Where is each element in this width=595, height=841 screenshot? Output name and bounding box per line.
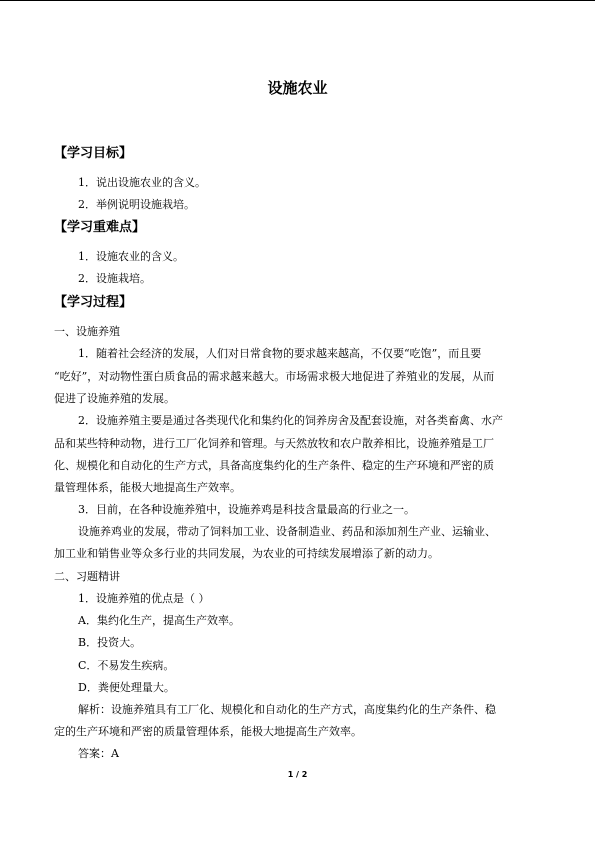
key-point-item: 1．设施农业的含义。 (78, 250, 184, 263)
key-point-item: 2．设施栽培。 (78, 272, 151, 285)
answer-option: B．投资大。 (78, 636, 142, 649)
answer-option: A．集约化生产，提高生产效率。 (78, 614, 240, 627)
answer-option: D．粪便处理量大。 (78, 681, 175, 694)
analysis-text: 定的生产环境和严密的质量管理体系，能极大地提高生产效率。 (54, 725, 362, 738)
section-heading-process: 【学习过程】 (54, 295, 133, 310)
goal-item: 2．举例说明设施栽培。 (78, 198, 195, 211)
subheading-facility-breeding: 一、设施养殖 (54, 325, 120, 338)
question-text: 1．设施养殖的优点是（ ） (78, 592, 210, 605)
page-number: 1 / 2 (287, 770, 308, 779)
subheading-exercises: 二、习题精讲 (54, 570, 120, 583)
answer-text: 答案：A (78, 747, 119, 760)
paragraph-line: 化、规模化和自动化的生产方式，具备高度集约化的生产条件、稳定的生产环境和严密的质 (54, 459, 494, 472)
paragraph-line: 2．设施养殖主要是通过各类现代化和集约化的饲养房舍及配套设施，对各类畜禽、水产 (78, 414, 503, 427)
header-rule (0, 0, 595, 1)
paragraph-line: 3．目前，在各种设施养殖中，设施养鸡是科技含量最高的行业之一。 (78, 503, 415, 516)
page-title: 设施农业 (267, 79, 328, 97)
goal-item: 1．说出设施农业的含义。 (78, 176, 206, 189)
paragraph-line: 品和某些特种动物，进行工厂化饲养和管理。与天然放牧和农户散养相比，设施养殖是工厂 (54, 437, 494, 450)
paragraph-line: 设施养鸡业的发展，带动了饲料加工业、设备制造业、药品和添加剂生产业、运输业、 (78, 525, 496, 538)
paragraph-line: 1．随着社会经济的发展，人们对日常食物的要求越来越高，不仅要“吃饱”，而且要 (78, 347, 482, 360)
analysis-text: 解析：设施养殖具有工厂化、规模化和自动化的生产方式，高度集约化的生产条件、稳 (78, 703, 496, 716)
paragraph-line: 促进了设施养殖的发展。 (54, 392, 175, 405)
paragraph-line: 量管理体系，能极大地提高生产效率。 (54, 481, 241, 494)
paragraph-line: “吃好”，对动物性蛋白质食品的需求越来越大。市场需求极大地促进了养殖业的发展，从而 (54, 370, 495, 383)
paragraph-line: 加工业和销售业等众多行业的共同发展，为农业的可持续发展增添了新的动力。 (54, 547, 439, 560)
section-heading-key-points: 【学习重难点】 (54, 220, 146, 235)
section-heading-goals: 【学习目标】 (54, 146, 133, 161)
answer-option: C．不易发生疾病。 (78, 659, 175, 672)
